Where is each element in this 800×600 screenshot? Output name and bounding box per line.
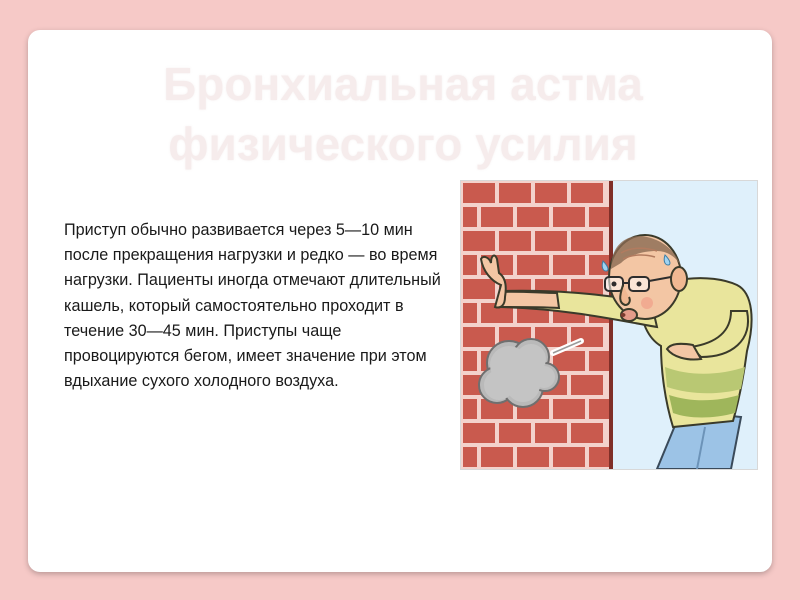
illustration-man-coughing	[460, 180, 758, 470]
slide-title: Бронхиальная астма физического усилия	[163, 58, 643, 170]
slide-card	[28, 30, 772, 572]
brick-wall	[461, 181, 613, 469]
slide-body-text: Приступ обычно развивается через 5—10 мин после прекращения нагрузки и редко — во время нагрузки. Пациенты иногда отмечают длительный кашель, который самостоятельно проходит в течение 30—45 мин. Приступы чаще провоцируются бегом, имеет значение при этом вдыхание сухого холодного воздуха.	[64, 221, 441, 391]
